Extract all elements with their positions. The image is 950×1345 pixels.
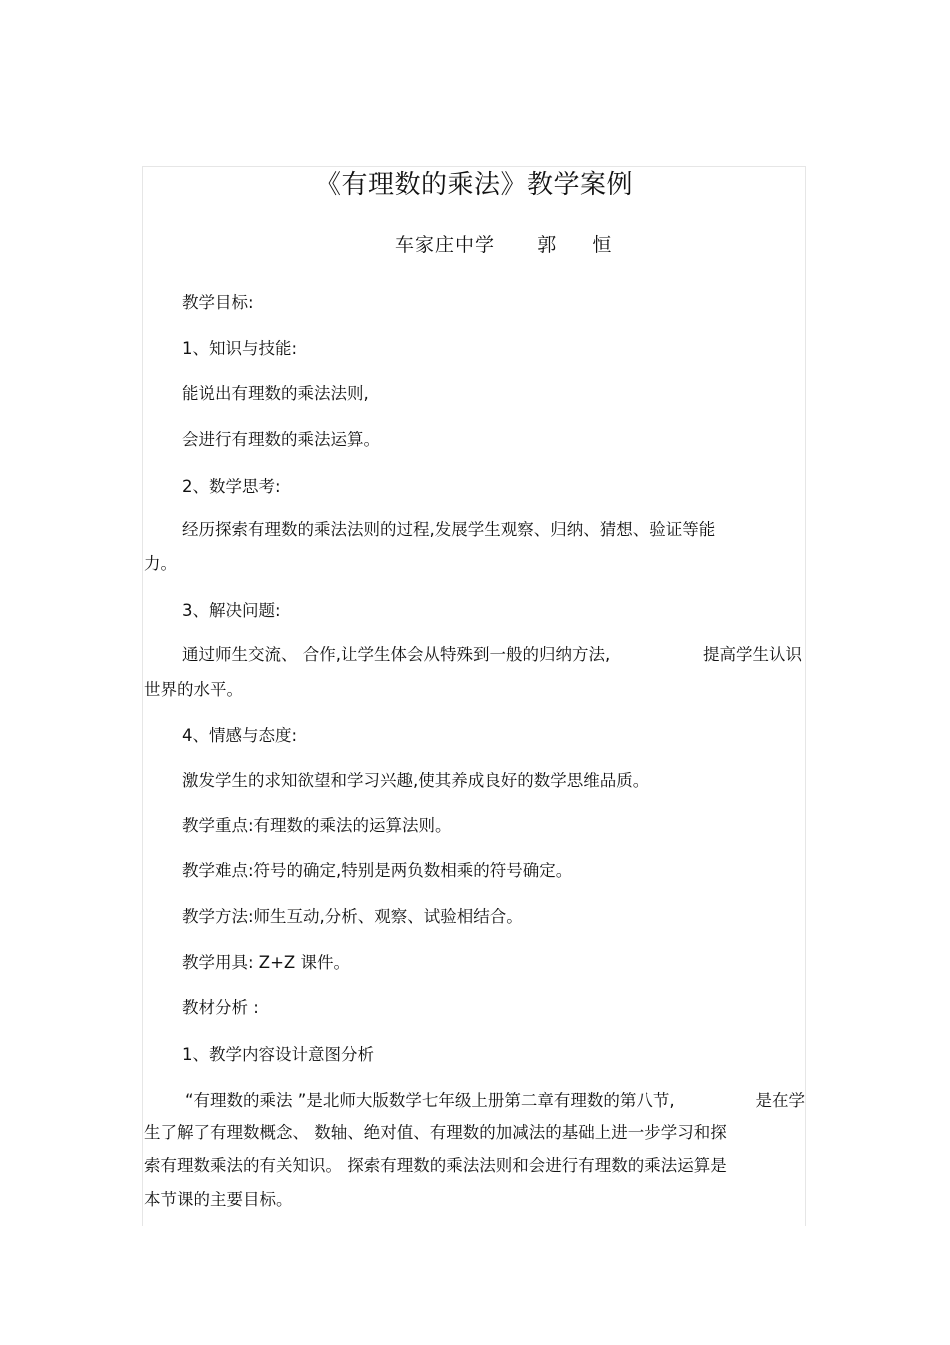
analysis1-line4: 本节课的主要目标。 [144,1190,293,1209]
goals-heading: 教学目标: [182,293,254,312]
goal2-line2: 力。 [144,554,177,573]
document-title: 《有理数的乘法》教学案例 [314,170,633,200]
key-point: 教学重点:有理数的乘法的运算法则。 [182,816,452,835]
analysis1-line3: 索有理数乘法的有关知识。 探索有理数的乘法法则和会进行有理数的乘法运算是 [144,1156,727,1175]
analysis1-line1 [185,1089,805,1113]
analysis1-heading: 1、教学内容设计意图分析 [182,1045,374,1064]
goal3-line1 [182,643,802,667]
teaching-tools: 教学用具: Z+Z 课件。 [182,953,350,972]
goal1-line1: 能说出有理数的乘法法则, [182,384,369,403]
goal3-line1-part-a: 通过师生交流、 合作,让学生体会从特殊到一般的归纳方法, [182,645,611,664]
goal1-heading: 1、知识与技能: [182,339,298,358]
goal1-line2: 会进行有理数的乘法运算。 [182,430,380,449]
goal3-line2: 世界的水平。 [144,680,243,699]
analysis1-line1-part-b: 是在学 [755,1091,805,1110]
goal4-heading: 4、情感与态度: [182,726,298,745]
goal2-line1: 经历探索有理数的乘法法则的过程,发展学生观察、归纳、猜想、验证等能 [182,520,716,539]
document-author: 车家庄中学 郭 恒 [395,234,613,256]
teaching-method: 教学方法:师生互动,分析、观察、试验相结合。 [182,907,523,926]
goal3-line1-part-b: 提高学生认识 [703,645,802,664]
analysis1-line2: 生了解了有理数概念、 数轴、绝对值、有理数的加减法的基础上进一步学习和探 [144,1123,727,1142]
goal2-heading: 2、数学思考: [182,477,281,496]
goal4-line1: 激发学生的求知欲望和学习兴趣,使其养成良好的数学思维品质。 [182,771,650,790]
goal3-heading: 3、解决问题: [182,601,281,620]
analysis1-line1-part-a: “有理数的乘法 ”是北师大版数学七年级上册第二章有理数的第八节, [185,1091,675,1110]
analysis-heading: 教材分析 : [182,998,259,1017]
difficulty: 教学难点:符号的确定,特别是两负数相乘的符号确定。 [182,861,573,880]
